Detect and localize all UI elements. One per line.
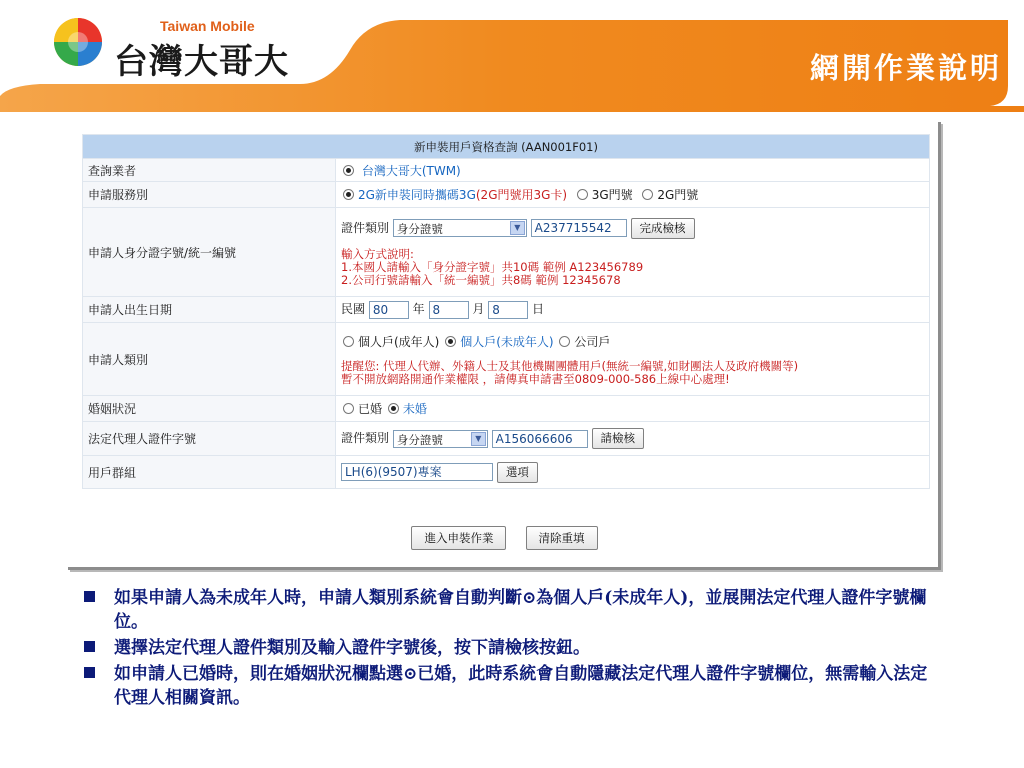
applicant-id-cell	[336, 208, 929, 296]
service-radio-2g[interactable]	[642, 189, 653, 200]
warning-line-2: 暫不開放網路開通作業權限 ，請傳真申請書至0809-000-586上線中心處理!	[341, 371, 730, 386]
day-unit: 日	[532, 302, 545, 317]
explanation-bullets	[84, 586, 944, 712]
table-row	[83, 182, 929, 207]
brand-english-name: Taiwan Mobile	[160, 18, 255, 34]
bullet-square-icon	[84, 667, 95, 678]
service-label: 申請服務別	[83, 182, 335, 207]
brand-logo	[52, 16, 289, 82]
operator-label: 查詢業者	[83, 159, 335, 181]
birth-month-input[interactable]: 8	[429, 301, 469, 319]
birth-day-input[interactable]: 8	[488, 301, 528, 319]
bullet-text-2: 選擇法定代理人證件類別及輸入證件字號後，按下請檢核按鈕。	[114, 638, 590, 658]
id-type-selected: 身分證號	[396, 222, 443, 236]
instruction-line-1: 1.本國人請輸入「身分證字號」共10碼 範例 A123456789	[341, 259, 644, 274]
user-group-label: 用戶群組	[83, 456, 335, 488]
birth-cell	[336, 297, 929, 322]
marital-option-married: 已婚	[358, 402, 383, 416]
applicant-id-label: 申請人身分證字號/統一編號	[83, 208, 335, 296]
complete-check-button[interactable]: 完成檢核	[631, 218, 695, 239]
warning-line-1: 提醒您: 代理人代辦、外籍人士及其他機關團體用戶(無統一編號,如財團法人及政府機關等)	[341, 358, 799, 373]
table-row	[83, 159, 929, 181]
month-unit: 月	[472, 302, 485, 317]
era-label: 民國	[341, 302, 366, 317]
table-row	[83, 297, 929, 322]
guardian-id-cell	[336, 422, 929, 455]
slide-header	[0, 0, 1024, 112]
chevron-down-icon: ▼	[510, 221, 525, 235]
clear-reset-button[interactable]: 清除重填	[526, 526, 598, 550]
table-row	[83, 208, 929, 296]
id-type-label: 證件類別	[341, 220, 390, 235]
form-actions	[68, 526, 941, 550]
marital-radio-married[interactable]	[343, 403, 354, 414]
table-row	[83, 396, 929, 421]
type-option-minor: 個人戶(未成年人)	[460, 334, 554, 349]
marital-label: 婚姻狀況	[83, 396, 335, 421]
bullet-square-icon	[84, 591, 95, 602]
type-radio-minor[interactable]	[445, 336, 456, 347]
list-item	[84, 586, 944, 634]
user-group-options-button[interactable]: 選項	[497, 462, 538, 483]
user-group-input[interactable]: LH(6)(9507)專案	[341, 463, 493, 481]
list-item	[84, 636, 944, 660]
service-radio-2g-port-3g[interactable]	[343, 189, 354, 200]
applicant-id-input[interactable]: A237715542	[531, 219, 627, 237]
list-item	[84, 662, 944, 710]
applicant-type-label: 申請人類別	[83, 323, 335, 395]
chevron-down-icon: ▼	[471, 432, 486, 446]
form-screenshot-panel	[68, 122, 941, 570]
slide-title: 網開作業說明	[809, 51, 1002, 85]
table-row	[83, 323, 929, 395]
year-unit: 年	[412, 302, 425, 317]
guardian-id-input[interactable]: A156066606	[492, 430, 588, 448]
bullet-text-1: 如果申請人為未成年人時，申請人類別系統會自動判斷⊙為個人戶(未成年人)，並展開法定代理人證件字號欄位。	[114, 588, 927, 632]
user-group-cell	[336, 456, 929, 488]
type-option-company: 公司戶	[574, 334, 611, 349]
marital-option-single: 未婚	[402, 402, 427, 416]
service-radio-3g[interactable]	[577, 189, 588, 200]
guardian-id-type-label: 證件類別	[341, 431, 390, 445]
bullet-square-icon	[84, 641, 95, 652]
input-instructions	[341, 248, 924, 287]
marital-cell	[336, 396, 929, 421]
operator-value: 台灣大哥大(TWM)	[361, 163, 461, 178]
form-caption: 新申裝用戶資格查詢 (AAN001F01)	[83, 135, 929, 158]
type-radio-adult[interactable]	[343, 336, 354, 347]
instruction-heading: 輸入方式說明:	[341, 246, 414, 261]
marital-radio-single[interactable]	[388, 403, 399, 414]
birth-year-input[interactable]: 80	[369, 301, 409, 319]
service-cell	[336, 182, 929, 207]
taiwan-mobile-logo-icon	[52, 16, 104, 68]
birth-label: 申請人出生日期	[83, 297, 335, 322]
bullet-text-3: 如申請人已婚時，則在婚姻狀況欄點選⊙已婚，此時系統會自動隱藏法定代理人證件字號欄位，無需輸入法定代理人相關資訊。	[114, 664, 928, 708]
applicant-type-cell	[336, 323, 929, 395]
guardian-id-type-selected: 身分證號	[396, 432, 443, 447]
instruction-line-2: 2.公司行號請輸入「統一編號」共8碼 範例 12345678	[341, 272, 621, 287]
guardian-id-label: 法定代理人證件字號	[83, 422, 335, 455]
table-row	[83, 456, 929, 488]
service-option-2g-port-3g: 2G新申裝同時攜碼3G	[358, 188, 476, 202]
table-row	[83, 422, 929, 455]
id-type-select[interactable]	[393, 219, 527, 237]
service-option-note: (2G門號用3G卡)	[475, 188, 568, 202]
query-form-table	[82, 134, 930, 489]
guardian-id-type-select[interactable]	[393, 430, 488, 448]
service-option-2g: 2G門號	[657, 188, 699, 202]
type-option-adult: 個人戶(成年人)	[358, 334, 440, 349]
brand-chinese-name: 台灣大哥大	[114, 42, 289, 82]
guardian-check-button[interactable]: 請檢核	[592, 428, 645, 449]
enter-application-button[interactable]: 進入申裝作業	[411, 526, 506, 550]
operator-radio[interactable]	[343, 165, 354, 176]
type-radio-company[interactable]	[559, 336, 570, 347]
applicant-type-warning	[341, 360, 924, 386]
service-option-3g: 3G門號	[591, 188, 633, 202]
operator-cell	[336, 159, 929, 181]
